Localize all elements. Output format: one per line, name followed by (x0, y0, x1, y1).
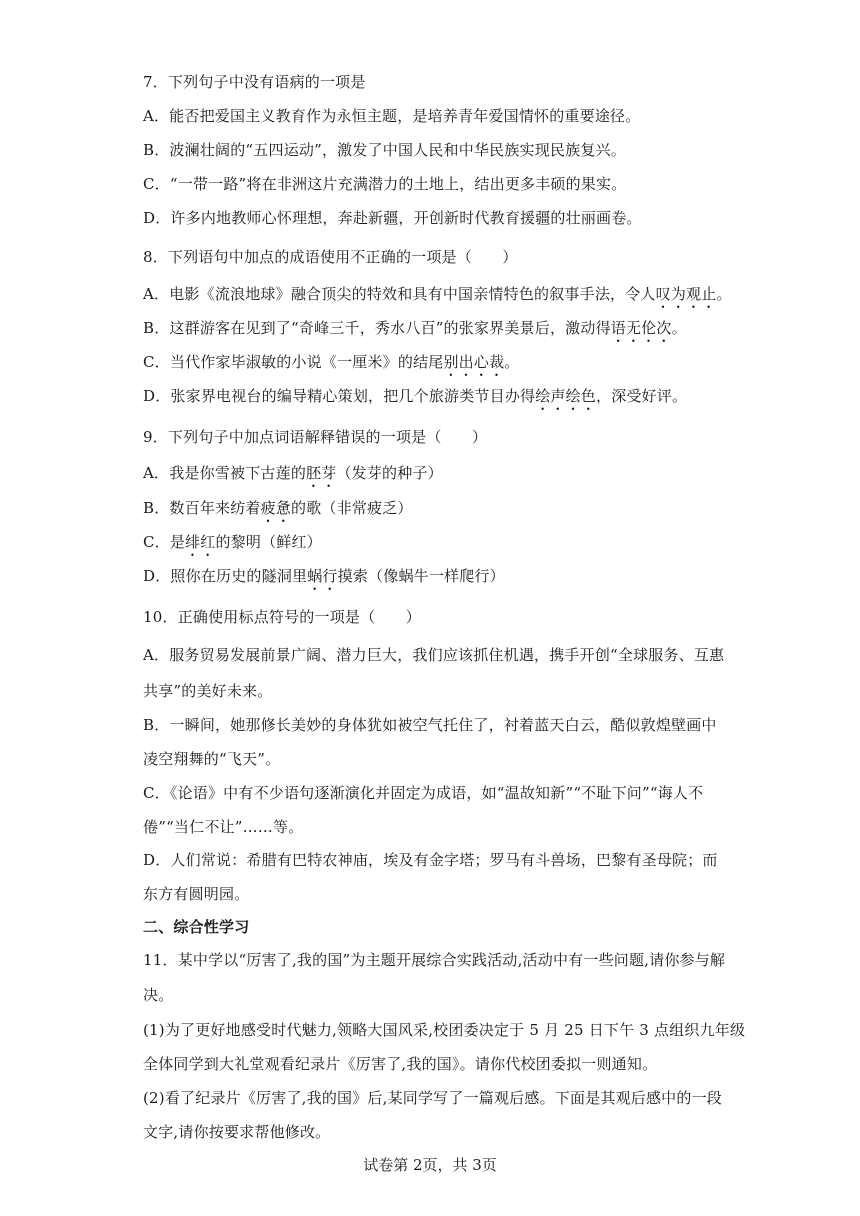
q8-c-dotted-idiom: 别出心裁 (443, 353, 505, 371)
q9-stem: 9．下列句子中加点词语解释错误的一项是（ ） (143, 428, 488, 446)
q10-option-a-line1: A．服务贸易发展前景广阔、潜力巨大，我们应该抓住机遇，携手开创“全球服务、互惠 (143, 646, 725, 664)
q8-d-text: D．张家界电视台的编导精心策划，把几个旅游类节目办得 (143, 387, 536, 405)
q10-option-c-line2: 倦”“当仁不让”……等。 (143, 818, 304, 836)
q11-stem-line2: 决。 (143, 986, 174, 1004)
q11-stem-line1: 11．某中学以“厉害了,我的国”为主题开展综合实践活动,活动中有一些问题,请你参与解 (143, 951, 726, 969)
q9-option-c (143, 532, 743, 560)
q9-d-dotted-word: 蜗行 (307, 567, 338, 585)
q9-a-text: A．我是你雪被下古莲的 (143, 464, 307, 482)
q9-c-dotted-word: 绯红 (185, 533, 216, 551)
q9-a-tail: （发芽的种子） (336, 464, 443, 482)
q10-option-b-line2: 凌空翔舞的“飞天”。 (143, 750, 281, 768)
q9-d-text: D．照你在历史的隧洞里 (143, 567, 308, 585)
q8-a-tail: 。 (716, 285, 732, 303)
q8-c-text: C．当代作家毕淑敏的小说《一厘米》的结尾 (143, 353, 444, 371)
q11-part1-line2: 全体同学到大礼堂观看纪录片《厉害了,我的国》。请你代校团委拟一则通知。 (143, 1055, 658, 1073)
q10-option-b-line1: B．一瞬间，她那修长美妙的身体犹如被空气托住了，衬着蓝天白云，酷似敦煌壁画中 (143, 716, 717, 734)
q7-option-a: A．能否把爱国主义教育作为永恒主题，是培养青年爱国情怀的重要途径。 (143, 107, 641, 125)
q11-part2-line1: (2)看了纪录片《厉害了,我的国》后,某同学写了一篇观后感。下面是其观后感中的一段 (143, 1089, 722, 1107)
q8-option-a (143, 284, 743, 312)
q8-b-dotted-idiom: 语无伦次 (610, 319, 672, 337)
q9-b-dotted-word: 疲惫 (260, 499, 292, 517)
page-footer: 试卷第 2页，共 3页 (363, 1156, 497, 1174)
q8-b-text: B．这群游客在见到了“奇峰三千，秀水八百”的张家界美景后，激动得 (143, 319, 611, 337)
q7-option-d: D．许多内地教师心怀理想，奔赴新疆，开创新时代教育援疆的壮丽画卷。 (143, 209, 642, 227)
q9-option-a (143, 463, 743, 491)
q10-stem: 10．正确使用标点符号的一项是（ ） (143, 608, 421, 626)
q8-a-text: A．电影《流浪地球》融合顶尖的特效和具有中国亲情特色的叙事手法，令人 (143, 285, 656, 303)
q9-option-d (143, 566, 743, 594)
q8-a-dotted-idiom: 叹为观止 (655, 285, 717, 303)
q10-option-a-line2: 共享”的美好未来。 (143, 682, 273, 700)
q8-option-b (143, 318, 743, 346)
q8-b-tail: 。 (671, 319, 687, 337)
q8-d-dotted-idiom: 绘声绘色 (535, 387, 597, 405)
q9-c-text: C．是 (143, 533, 186, 551)
q11-part2-line2: 文字,请你按要求帮他修改。 (143, 1123, 331, 1141)
q8-c-tail: 。 (504, 353, 520, 371)
q8-option-d (143, 386, 743, 414)
q11-part1-line1: (1)为了更好地感受时代魅力,领略大国风采,校团委决定于 5 月 25 日下午 3 点组织九年级 (143, 1021, 746, 1039)
q10-option-d-line2: 东方有圆明园。 (143, 885, 250, 903)
q8-option-c (143, 352, 743, 380)
q8-d-tail: ，深受好评。 (596, 387, 688, 405)
section-heading: 二、综合性学习 (143, 918, 250, 936)
q10-option-d-line1: D．人们常说：希腊有巴特农神庙，埃及有金字塔；罗马有斗兽场，巴黎有圣母院；而 (143, 851, 718, 869)
q7-option-c: C．“一带一路”将在非洲这片充满潜力的土地上，结出更多丰硕的果实。 (143, 175, 627, 193)
q9-c-tail: 的黎明（鲜红） (215, 533, 322, 551)
q9-a-dotted-word: 胚芽 (306, 464, 337, 482)
q9-option-b (143, 498, 743, 526)
q8-stem: 8．下列语句中加点的成语使用不正确的一项是（ ） (143, 248, 518, 266)
q9-d-tail: 摸索（像蜗牛一样爬行） (337, 567, 505, 585)
q10-option-c-line1: C．《论语》中有不少语句逐渐演化并固定为成语，如“温故知新”“不耻下问”“诲人不 (143, 784, 704, 802)
q9-b-tail: 的歌（非常疲乏） (291, 499, 413, 517)
q9-b-text: B．数百年来纺着 (143, 499, 261, 517)
q7-option-b: B．波澜壮阔的“五四运动”，激发了中国人民和中华民族实现民族复兴。 (143, 141, 626, 159)
q7-stem: 7．下列句子中没有语病的一项是 (143, 73, 366, 91)
